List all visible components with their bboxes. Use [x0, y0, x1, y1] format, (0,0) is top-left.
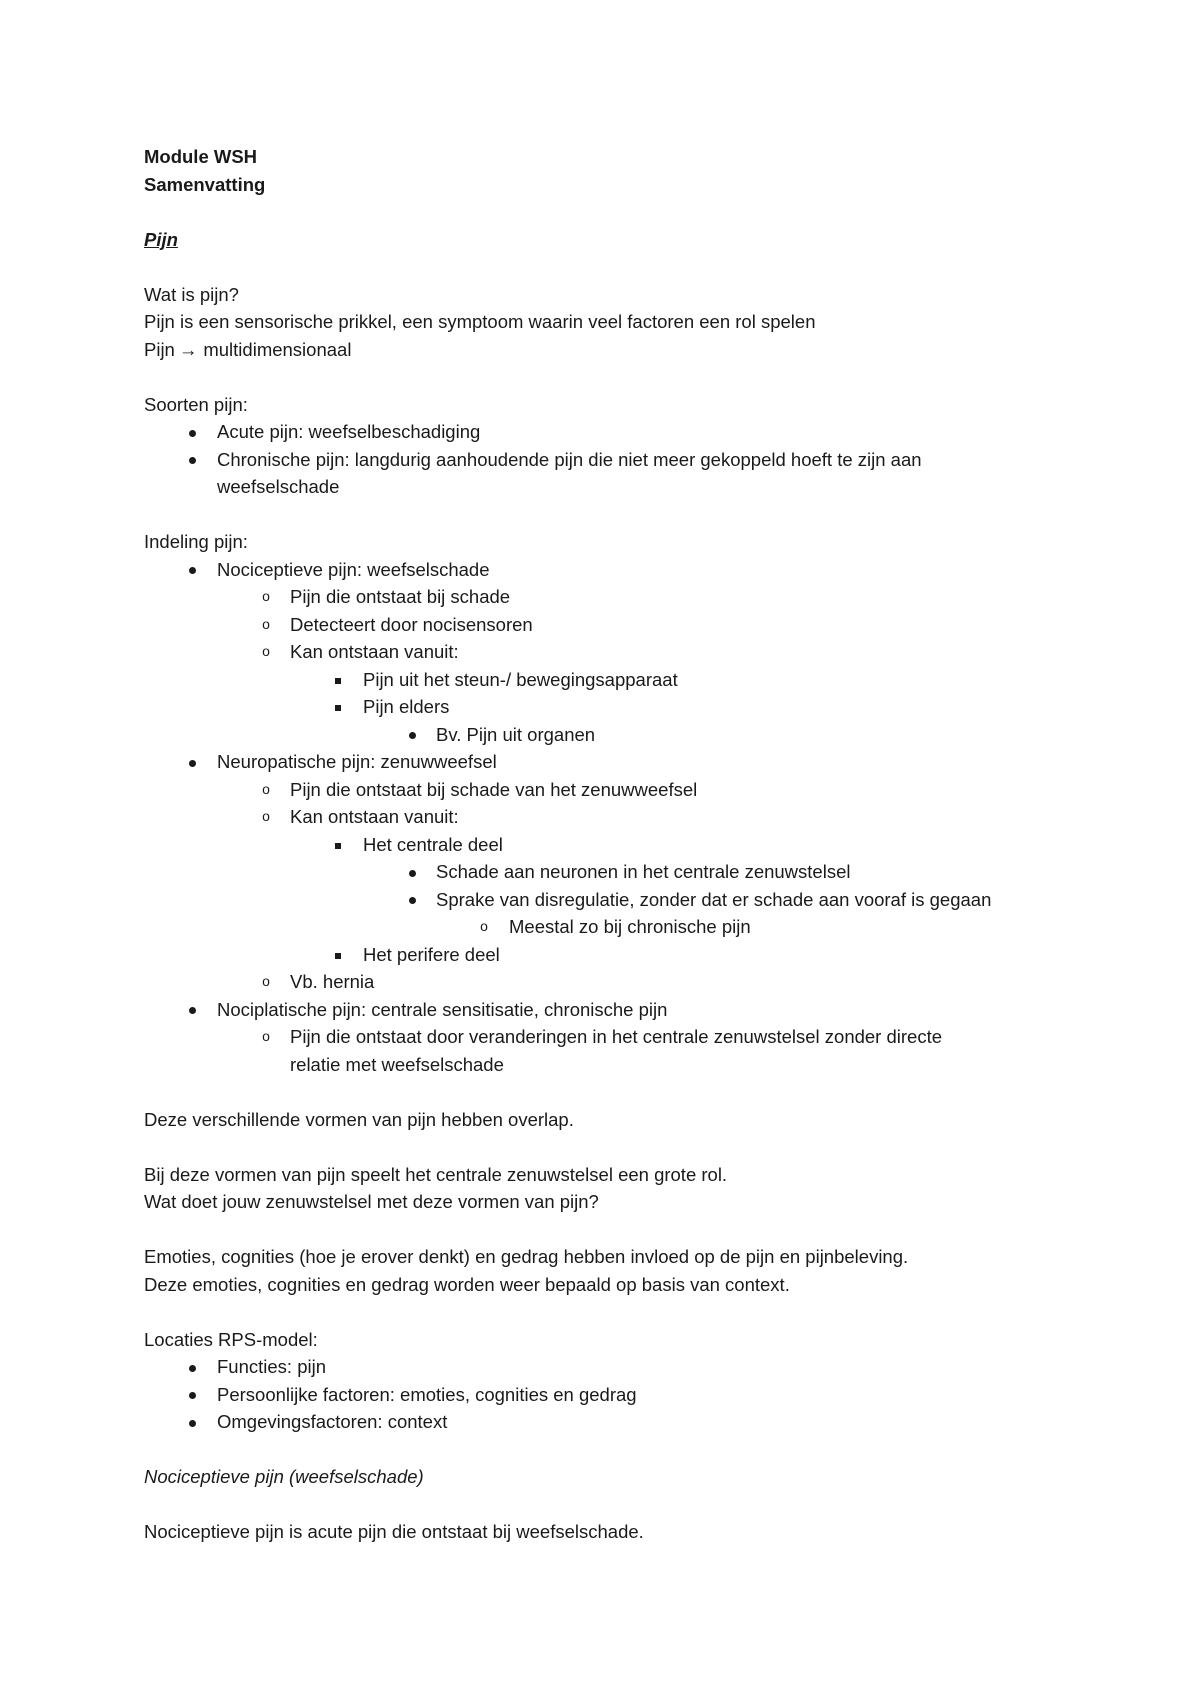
list-item: o Detecteert door nocisensoren: [144, 611, 1064, 639]
list-item-continuation: weefselschade: [217, 476, 340, 497]
square-bullet-icon: [328, 941, 348, 969]
list-item: Chronische pijn: langdurig aanhoudende pijn die niet meer gekoppeld hoeft te zijn aan: [144, 446, 1064, 474]
circle-bullet-icon: o: [262, 808, 270, 824]
list-item: Het perifere deel: [144, 941, 1064, 969]
circle-bullet-icon: o: [262, 1028, 270, 1044]
circle-bullet-icon: o: [262, 643, 270, 659]
list-item: o Kan ontstaan vanuit:: [144, 638, 1064, 666]
paragraph-cns-1: Bij deze vormen van pijn speelt het centrale zenuwstelsel een grote rol.: [144, 1163, 728, 1185]
list-item: o Kan ontstaan vanuit:: [144, 803, 1064, 831]
subsection-title: Nociceptieve pijn (weefselschade): [144, 1466, 424, 1487]
intro-definition: Pijn is een sensorische prikkel, een symptoom waarin veel factoren een rol spelen: [144, 311, 816, 332]
rps-heading: Locaties RPS-model:: [144, 1328, 318, 1350]
list-item: Het centrale deel: [144, 831, 1064, 859]
list-item: Schade aan neuronen in het centrale zenuwstelsel: [144, 858, 1064, 886]
list-item: Nociplatische pijn: centrale sensitisatie, chronische pijn: [144, 996, 1064, 1024]
circle-bullet-icon: o: [262, 615, 270, 632]
soorten-heading: Soorten pijn:: [144, 393, 248, 415]
list-item-continuation: relatie met weefselschade: [290, 1053, 504, 1075]
list-item: o Pijn die ontstaat bij schade van het zenuwweefsel: [144, 776, 1064, 804]
bullet-icon: [182, 1381, 202, 1409]
list-item: Nociceptieve pijn: weefselschade: [144, 556, 1064, 584]
list-item: Acute pijn: weefselbeschadiging: [144, 418, 1064, 446]
bullet-icon: [182, 418, 202, 446]
paragraph-overlap: Deze verschillende vormen van pijn hebben overlap.: [144, 1108, 574, 1130]
list-item: o Pijn die ontstaat bij schade: [144, 583, 1064, 611]
document-title: Module WSH: [144, 146, 258, 167]
bullet-icon: [402, 858, 422, 886]
subsection-text: Nociceptieve pijn is acute pijn die ontstaat bij weefselschade.: [144, 1521, 644, 1542]
circle-bullet-icon: o: [480, 918, 488, 934]
list-item: Omgevingsfactoren: context: [144, 1408, 1064, 1436]
indeling-heading: Indeling pijn:: [144, 531, 248, 552]
bullet-icon: [182, 748, 202, 776]
document-subtitle: Samenvatting: [144, 173, 266, 195]
square-bullet-icon: [328, 831, 348, 859]
list-item: o Pijn die ontstaat door veranderingen in het centrale zenuwstelsel zonder directe: [144, 1023, 1064, 1051]
right-arrow-icon: →: [178, 338, 198, 360]
bullet-icon: [182, 446, 202, 474]
list-item: Functies: pijn: [144, 1353, 1064, 1381]
intro-arrow-line: [144, 336, 1064, 364]
intro-question: Wat is pijn?: [144, 283, 239, 305]
list-item: Pijn uit het steun-/ bewegingsapparaat: [144, 666, 1064, 694]
paragraph-cns-2: Wat doet jouw zenuwstelsel met deze vormen van pijn?: [144, 1191, 599, 1212]
section-title: Pijn: [144, 228, 178, 250]
square-bullet-icon: [328, 693, 348, 721]
circle-bullet-icon: o: [262, 973, 270, 989]
bullet-icon: [402, 721, 422, 749]
list-item: Pijn elders: [144, 693, 1064, 721]
arrow-right-text: multidimensionaal: [203, 338, 352, 360]
paragraph-emotions-2: Deze emoties, cognities en gedrag worden weer bepaald op basis van context.: [144, 1273, 790, 1295]
list-item: Neuropatische pijn: zenuwweefsel: [144, 748, 1064, 776]
list-item: Sprake van disregulatie, zonder dat er schade aan vooraf is gegaan: [144, 886, 1064, 914]
square-bullet-icon: [328, 666, 348, 694]
circle-bullet-icon: o: [262, 588, 270, 604]
bullet-icon: [182, 1408, 202, 1436]
list-item: Persoonlijke factoren: emoties, cognities en gedrag: [144, 1381, 1064, 1409]
bullet-icon: [182, 996, 202, 1024]
list-item: o Vb. hernia: [144, 968, 1064, 996]
circle-bullet-icon: o: [262, 780, 270, 797]
arrow-left-text: Pijn: [144, 338, 175, 360]
document-content: [144, 143, 1064, 1546]
bullet-icon: [182, 556, 202, 584]
list-item: Bv. Pijn uit organen: [144, 721, 1064, 749]
bullet-icon: [402, 886, 422, 914]
list-item: o Meestal zo bij chronische pijn: [144, 913, 1064, 941]
bullet-icon: [182, 1353, 202, 1381]
paragraph-emotions-1: Emoties, cognities (hoe je erover denkt) en gedrag hebben invloed op de pijn en pijnbeleving.: [144, 1246, 909, 1267]
